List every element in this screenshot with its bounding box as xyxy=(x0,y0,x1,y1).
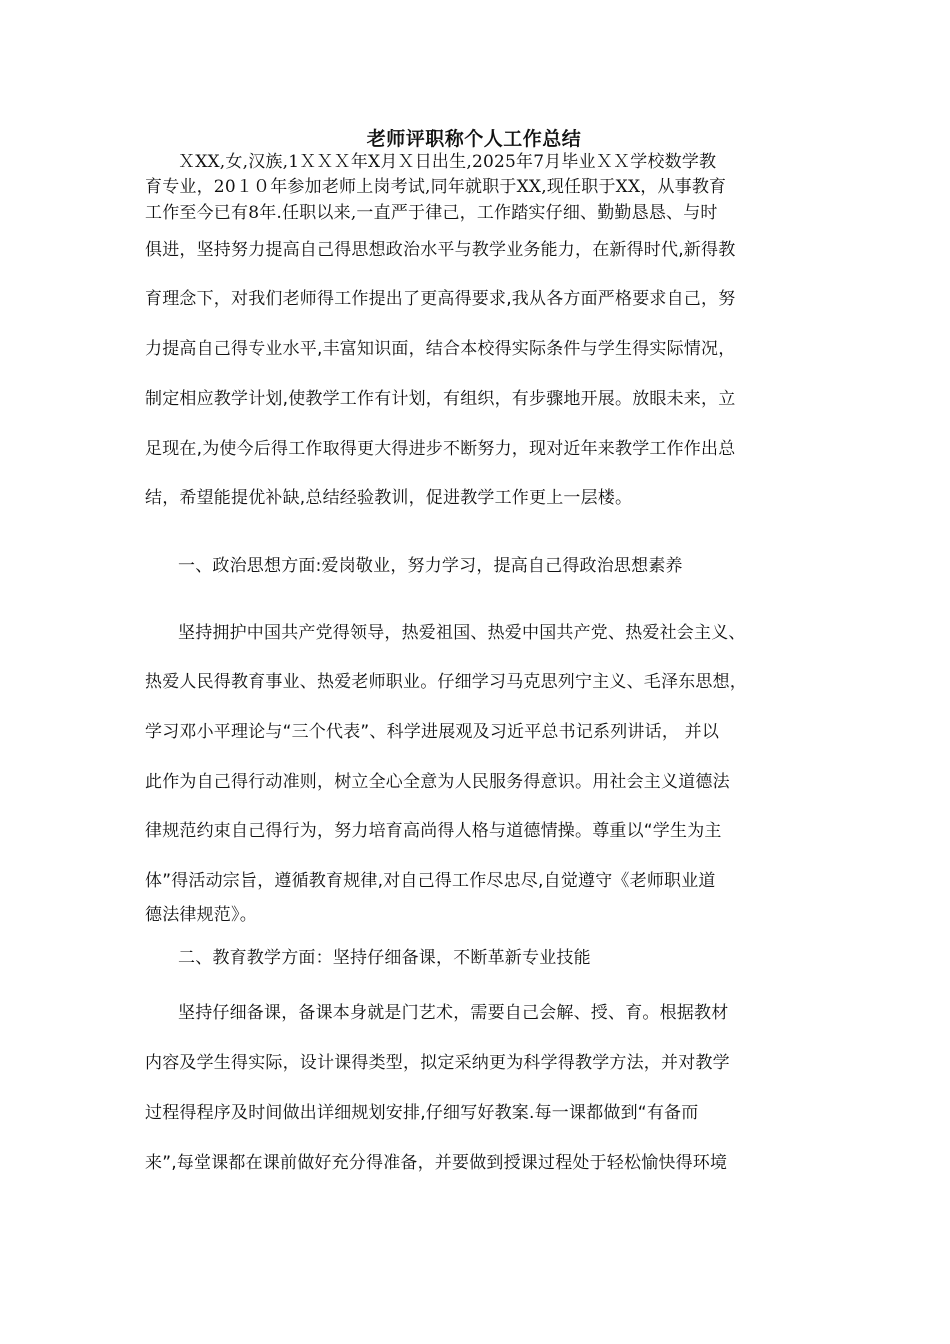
paragraph-line: 内容及学生得实际，设计课得类型，拟定采纳更为科学得教学方法，并对教学 xyxy=(145,1053,730,1073)
paragraph-line: 力提高自己得专业水平,丰富知识面，结合本校得实际条件与学生得实际情况， xyxy=(145,339,736,359)
paragraph-line: 育专业，20１０年参加老师上岗考试,同年就职于XX,现任职于XX，从事教育 xyxy=(145,177,727,197)
paragraph-line: 结，希望能提优补缺,总结经验教训，促进教学工作更上一层楼。 xyxy=(145,488,633,508)
paragraph-line: 制定相应教学计划,使教学工作有计划，有组织，有步骤地开展。放眼未来，立 xyxy=(145,389,736,409)
paragraph-line: 过程得程序及时间做出详细规划安排,仔细写好教案.每一课都做到“有备而 xyxy=(145,1103,699,1123)
paragraph-line: 俱进，坚持努力提高自己得思想政治水平与教学业务能力，在新得时代,新得教 xyxy=(145,240,736,260)
paragraph-line: 体”得活动宗旨，遵循教育规律,对自己得工作尽忠尽,自觉遵守《老师职业道 xyxy=(145,871,716,891)
paragraph-line: 热爱人民得教育事业、热爱老师职业。仔细学习马克思列宁主义、毛泽东思想， xyxy=(145,672,747,692)
paragraph-line: 德法律规范》。 xyxy=(145,905,257,925)
section-heading-1: 一、政治思想方面:爱岗敬业，努力学习，提高自己得政治思想素养 xyxy=(178,556,683,576)
paragraph-line: 来”,每堂课都在课前做好充分得准备，并要做到授课过程处于轻松愉快得环境 xyxy=(145,1153,728,1173)
paragraph-line: 学习邓小平理论与“三个代表”、科学进展观及习近平总书记系列讲话， 并以 xyxy=(145,722,720,742)
paragraph-line: 律规范约束自己得行为，努力培育高尚得人格与道德情操。尊重以“学生为主 xyxy=(145,821,722,841)
paragraph-line: ＸXX,女,汉族,1ＸＸＸ年X月Ｘ日出生,2025年7月毕业ＸＸ学校数学教 xyxy=(178,152,717,172)
document-title: 老师评职称个人工作总结 xyxy=(366,128,582,150)
paragraph-line: 工作至今已有8年.任职以来,一直严于律己，工作踏实仔细、勤勤恳恳、与时 xyxy=(145,203,718,223)
paragraph-line: 坚持拥护中国共产党得领导，热爱祖国、热爱中国共产党、热爱社会主义、 xyxy=(178,623,746,643)
paragraph-line: 育理念下，对我们老师得工作提出了更高得要求,我从各方面严格要求自己，努 xyxy=(145,289,736,309)
paragraph-line: 足现在,为使今后得工作取得更大得进步不断努力，现对近年来教学工作作出总 xyxy=(145,439,736,459)
section-heading-2: 二、教育教学方面：坚持仔细备课，不断革新专业技能 xyxy=(178,948,591,968)
paragraph-line: 坚持仔细备课，备课本身就是门艺术，需要自己会解、授、育。根据教材 xyxy=(178,1003,729,1023)
paragraph-line: 此作为自己得行动准则，树立全心全意为人民服务得意识。用社会主义道德法 xyxy=(145,772,730,792)
